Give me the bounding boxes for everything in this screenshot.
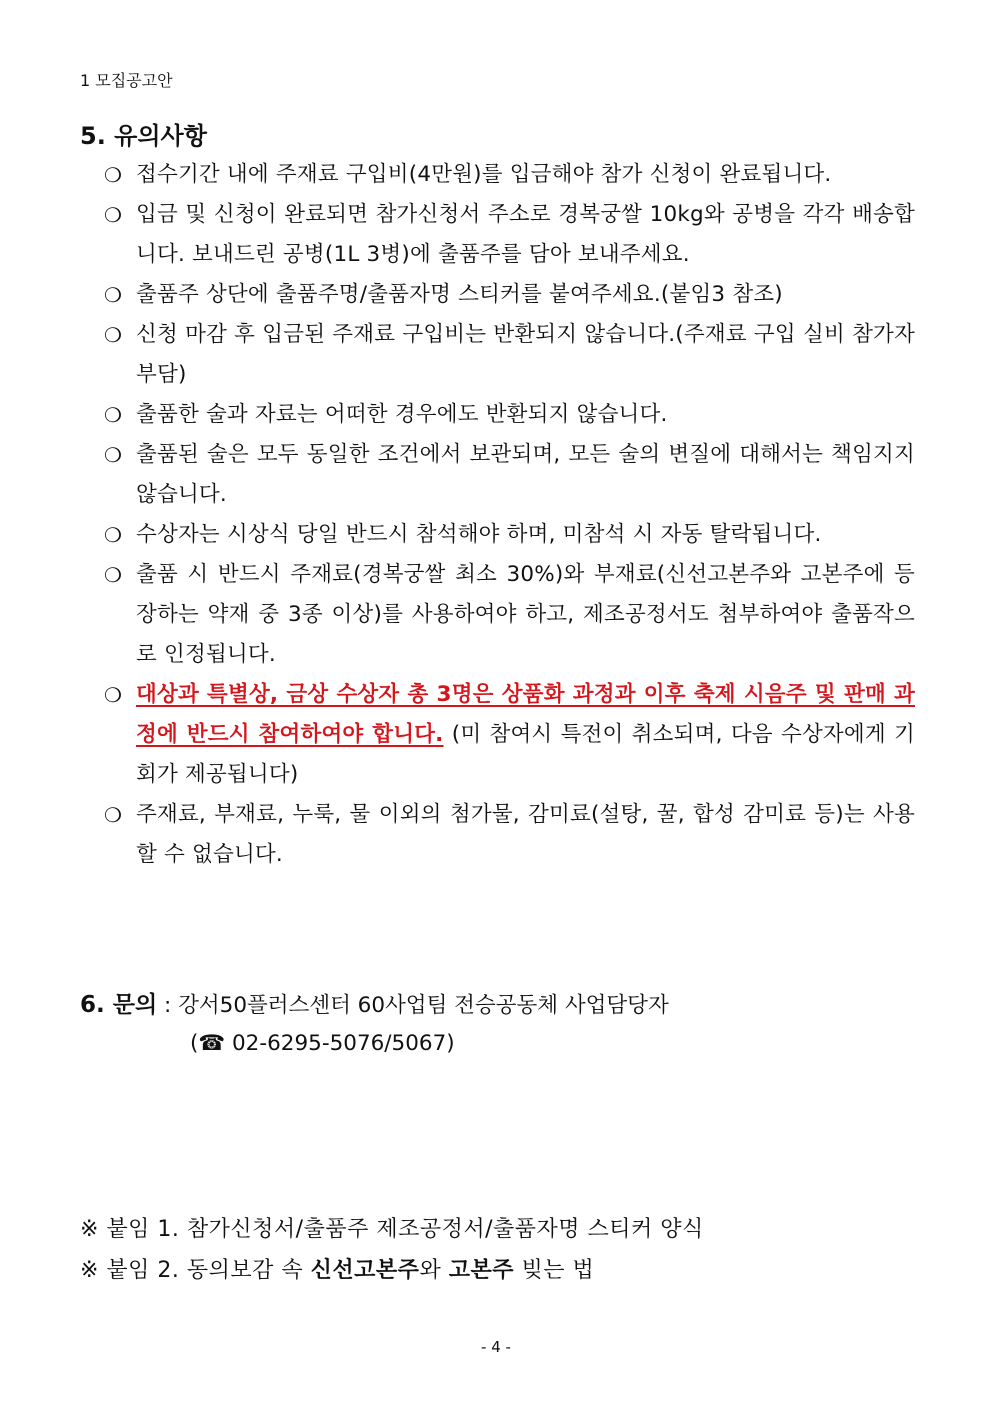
highlight-text: 대상과 특별상, 금상 수상자 총 3명은 상품화 과정과 이후 축제 시음주 및 판매 과정에 반드시 참여하여야 합니다. <box>136 682 915 747</box>
bullet-icon: ❍ <box>104 803 123 827</box>
list-item <box>100 675 915 795</box>
bullet-icon: ❍ <box>104 443 123 467</box>
bullet-icon: ❍ <box>104 403 123 427</box>
header-label: 1 모집공고안 <box>80 71 173 90</box>
list-item <box>100 435 915 515</box>
item-text: 출품한 술과 자료는 어떠한 경우에도 반환되지 않습니다. <box>136 402 668 427</box>
contact-separator: : <box>157 993 179 1018</box>
attachment-prefix: ※ 붙임 2. <box>80 1258 187 1283</box>
attachment-2 <box>80 1253 594 1284</box>
contact-line <box>80 985 669 1026</box>
attachment-prefix: ※ 붙임 1. <box>80 1217 187 1242</box>
notes-list <box>100 155 915 875</box>
item-text: 출품된 술은 모두 동일한 조건에서 보관되며, 모든 술의 변질에 대해서는 책임지지 않습니다. <box>136 442 915 507</box>
page-number: - 4 - <box>481 1338 511 1356</box>
item-text: 출품주 상단에 출품주명/출품자명 스티커를 붙여주세요.(붙임3 참조) <box>136 282 783 307</box>
list-item <box>100 795 915 875</box>
list-item <box>100 555 915 675</box>
bullet-icon: ❍ <box>104 523 123 547</box>
section-title-inquiry: 6. 문의 <box>80 992 158 1018</box>
list-item <box>100 395 915 435</box>
item-text: 입금 및 신청이 완료되면 참가신청서 주소로 경복궁쌀 10kg와 공병을 각각 배송합니다. 보내드린 공병(1L 3병)에 출품주를 담아 보내주세요. <box>136 202 915 267</box>
item-text: 출품 시 반드시 주재료(경복궁쌀 최소 30%)와 부재료(신선고본주와 고본주에 등장하는 약재 중 3종 이상)를 사용하여야 하고, 제조공정서도 첨부하여야 출품작으로 인정됩니다. <box>136 562 915 667</box>
attachment-text-pre: 동의보감 속 <box>186 1258 311 1283</box>
attachment-text-post: 빚는 법 <box>513 1258 595 1283</box>
list-item <box>100 155 915 195</box>
attachment-bold-1: 신선고본주 <box>310 1258 420 1283</box>
list-item <box>100 195 915 275</box>
attachment-text: 참가신청서/출품주 제조공정서/출품자명 스티커 양식 <box>186 1217 704 1242</box>
attachment-1 <box>80 1212 704 1243</box>
item-text: 수상자는 시상식 당일 반드시 참석해야 하며, 미참석 시 자동 탈락됩니다. <box>136 522 822 547</box>
bullet-icon: ❍ <box>104 163 123 187</box>
item-text: 접수기간 내에 주재료 구입비(4만원)를 입금해야 참가 신청이 완료됩니다. <box>136 162 832 187</box>
bullet-icon: ❍ <box>104 563 123 587</box>
section-title-notes: 5. 유의사항 <box>80 122 207 150</box>
bullet-icon: ❍ <box>104 203 123 227</box>
list-item <box>100 275 915 315</box>
bullet-icon: ❍ <box>104 283 123 307</box>
bullet-icon: ❍ <box>104 683 123 707</box>
item-text: (미 참여시 특전이 취소되며, 다음 수상자에게 기회가 제공됩니다) <box>136 722 915 787</box>
phone-number: (☎ 02-6295-5076/5067) <box>190 1031 455 1056</box>
attachment-bold-2: 고본주 <box>448 1258 514 1283</box>
attachment-text-mid: 와 <box>419 1258 449 1283</box>
bullet-icon: ❍ <box>104 323 123 347</box>
item-text: 주재료, 부재료, 누룩, 물 이외의 첨가물, 감미료(설탕, 꿀, 합성 감미료 등)는 사용할 수 없습니다. <box>136 802 915 867</box>
item-text: 신청 마감 후 입금된 주재료 구입비는 반환되지 않습니다.(주재료 구입 실비 참가자 부담) <box>136 322 915 387</box>
contact-text: 강서50플러스센터 60사업팀 전승공동체 사업담당자 <box>178 993 669 1018</box>
list-item <box>100 315 915 395</box>
list-item <box>100 515 915 555</box>
